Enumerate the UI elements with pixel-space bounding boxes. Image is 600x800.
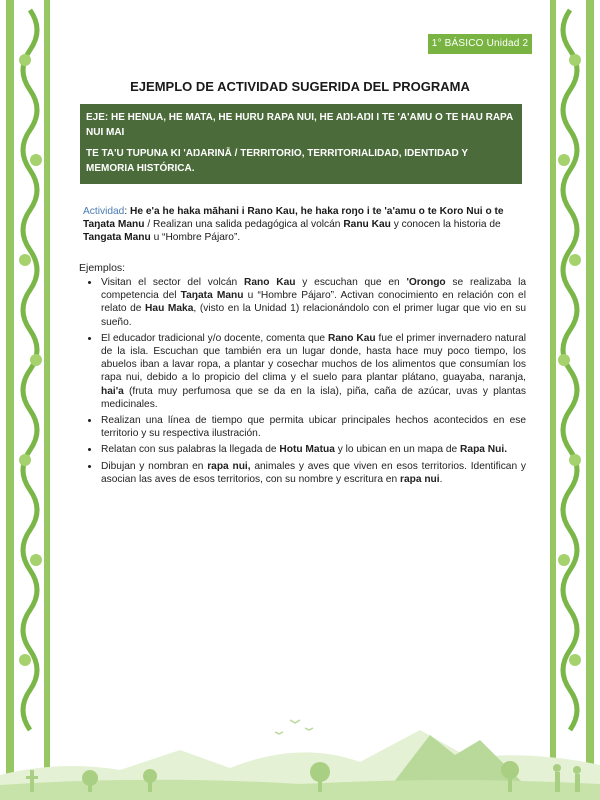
item-bold: 'Orongo bbox=[406, 277, 446, 288]
landscape-illustration bbox=[0, 680, 600, 800]
item-bold: Rano Kau bbox=[244, 277, 296, 288]
item-bold: Taŋata Manu bbox=[180, 290, 244, 302]
actividad-paragraph bbox=[83, 205, 525, 244]
list-item bbox=[100, 276, 526, 329]
list-item bbox=[100, 460, 526, 486]
eje-subtitle: TE TA'U TUPUNA KI 'AŊARINĀ / TERRITORIO, TERRITORIALIDAD, IDENTIDAD Y MEMORIA HISTÓRICA. bbox=[86, 148, 468, 174]
actividad-colon: : bbox=[124, 206, 128, 217]
item-text: Visitan el sector del volcán bbox=[101, 277, 244, 288]
item-text: se realizaba la competencia del bbox=[101, 277, 527, 302]
item-text: u “Hombre Pájaro”. Activan conocimiento en relación con el relato de bbox=[101, 290, 526, 315]
item-text: animales y aves que viven en esos territorios. Identifican y asocian las aves de esos territorios, con su nombre y escritura en bbox=[101, 460, 526, 485]
item-bold: rapa nui, bbox=[207, 460, 251, 472]
item-text: fue el primer invernadero natural de la isla. Escuchan que también era un lugar donde, hasta hace muy poco tiempo, los abuelos iban a lavar ropa, a plantar y cosechar muchos de los alimentos que consumían los rapa nui, debido a lo propicio del clima y el suelo para plantar plátano, guayaba, naranja, bbox=[101, 332, 527, 384]
item-bold: Hotu Matua bbox=[279, 444, 335, 456]
item-text: y escuchan que en bbox=[295, 277, 407, 288]
item-bold: Rano Kau bbox=[328, 332, 376, 344]
item-text: Relatan con sus palabras la llegada de bbox=[101, 444, 280, 456]
grade-unit-badge: 1° BÁSICO Unidad 2 bbox=[428, 34, 532, 54]
list-item bbox=[100, 443, 526, 456]
actividad-bold: Tangata Manu bbox=[83, 232, 151, 243]
ejemplos-heading: Ejemplos: bbox=[79, 262, 126, 274]
item-text: y lo ubican en un mapa de bbox=[334, 444, 461, 456]
item-text: El educador tradicional y/o docente, comenta que bbox=[101, 332, 328, 344]
item-text: . bbox=[439, 473, 443, 485]
item-bold: hai'a bbox=[101, 385, 124, 397]
item-text: , (visto en la Unidad 1) relacionándolo con el primer lugar que vio en su sueño. bbox=[101, 303, 526, 328]
actividad-text: u “Hombre Pájaro”. bbox=[150, 232, 241, 243]
actividad-bold: Ranu Kau bbox=[343, 219, 391, 230]
actividad-rapanui-text: He e'a he haka māhani i Rano Kau, he haka roŋo i te 'a'amu o te Koro Nui o te Taŋata Manu bbox=[83, 206, 504, 230]
list-item bbox=[100, 332, 526, 411]
list-item bbox=[100, 414, 526, 440]
ejemplos-list bbox=[78, 276, 526, 489]
page-title: EJEMPLO DE ACTIVIDAD SUGERIDA DEL PROGRAMA bbox=[130, 79, 470, 94]
eje-box bbox=[80, 104, 522, 184]
item-text: (fruta muy perfumosa que se da en la isla), piña, caña de azúcar, uvas y plantas medicinales. bbox=[101, 385, 526, 410]
actividad-label: Actividad bbox=[83, 206, 125, 217]
eje-line: EJE: HE HENUA, HE MATA, HE HURU RAPA NUI, HE AŊI-AŊI I TE 'A'AMU O TE HAU RAPA NUI MAI bbox=[86, 112, 513, 138]
actividad-text: / Realizan una salida pedagógica al volcán bbox=[144, 219, 344, 230]
item-bold: Hau Maka bbox=[145, 303, 194, 315]
item-bold: rapa nui bbox=[399, 473, 440, 485]
item-text: Dibujan y nombran en bbox=[101, 460, 208, 472]
actividad-text: y conocen la historia de bbox=[390, 219, 501, 230]
item-text: Realizan una línea de tiempo que permita ubicar principales hechos acontecidos en ese territorio y su respectiva ilustración. bbox=[101, 415, 526, 440]
item-bold: Rapa Nui. bbox=[460, 444, 508, 456]
